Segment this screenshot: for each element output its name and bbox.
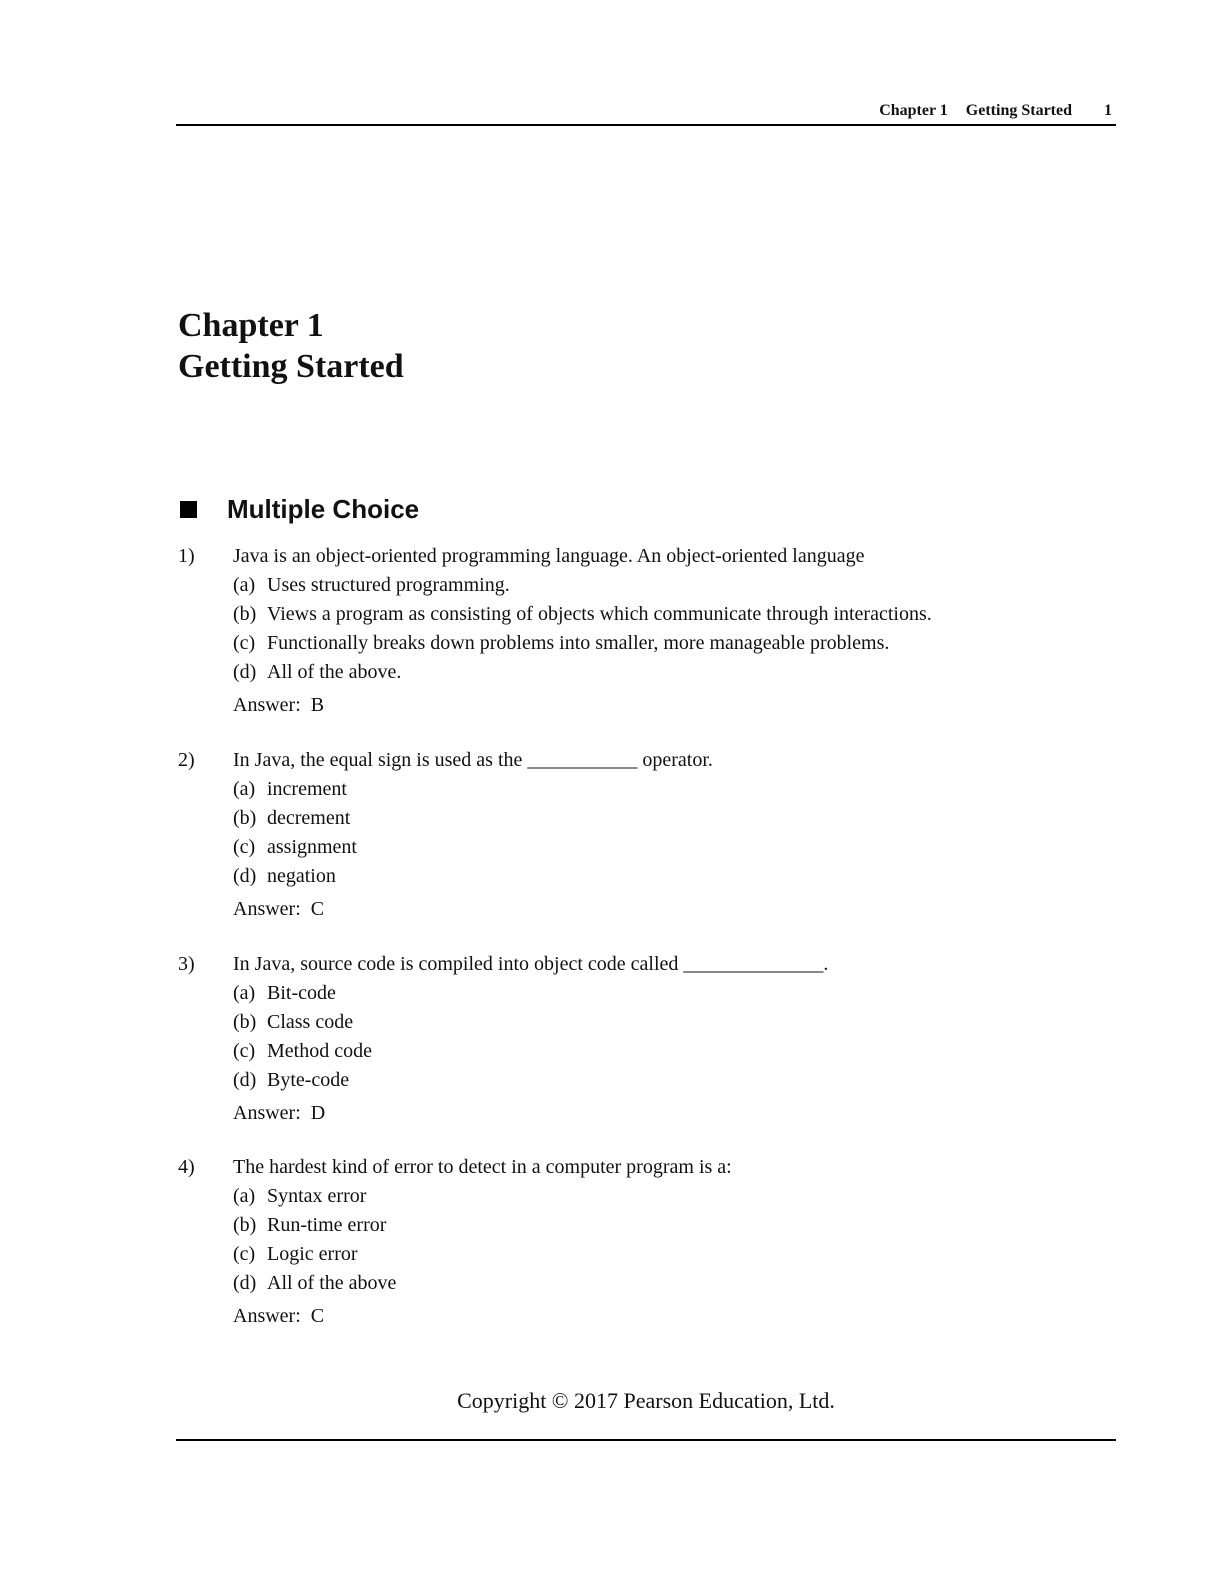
answer: Answer: D: [233, 1102, 326, 1124]
option-b: [233, 600, 1078, 629]
answer: Answer: C: [233, 898, 325, 920]
option-letter: (c): [233, 1040, 256, 1062]
section-title: Multiple Choice: [227, 493, 420, 524]
page-number: 1: [1104, 102, 1112, 119]
option-a: [233, 979, 1078, 1008]
option-letter: (c): [233, 632, 256, 654]
answer: Answer: C: [233, 1305, 325, 1327]
question-text: In Java, source code is compiled into object code called ______________.: [233, 953, 829, 975]
question-line: [178, 950, 1078, 979]
option-text: All of the above: [267, 1272, 397, 1294]
option-c: [233, 629, 1078, 658]
question-number: 4): [178, 1156, 195, 1178]
option-b: [233, 1211, 1078, 1240]
option-text: All of the above.: [267, 661, 402, 683]
option-letter: (b): [233, 1011, 257, 1033]
option-b: [233, 804, 1078, 833]
option-text: Class code: [267, 1011, 354, 1033]
question-number: 3): [178, 953, 195, 975]
answer: Answer: B: [233, 694, 325, 716]
option-a: [233, 571, 1078, 600]
chapter-number: Chapter 1: [178, 307, 324, 344]
option-d: [233, 1066, 1078, 1095]
question-text: The hardest kind of error to detect in a computer program is a:: [233, 1156, 732, 1178]
chapter-heading: [178, 305, 404, 387]
question-2: [178, 746, 1078, 924]
option-text: increment: [267, 778, 347, 800]
question-number: 1): [178, 545, 195, 567]
running-header: [176, 100, 1116, 126]
option-letter: (d): [233, 1069, 257, 1091]
running-header-text: [879, 102, 1116, 120]
option-text: assignment: [267, 836, 357, 858]
running-header-title: Getting Started: [965, 102, 1072, 119]
option-c: [233, 833, 1078, 862]
option-letter: (b): [233, 807, 257, 829]
section-heading: [180, 493, 419, 525]
option-b: [233, 1008, 1078, 1037]
option-text: Bit-code: [267, 982, 336, 1004]
option-text: Logic error: [267, 1243, 358, 1265]
option-text: Method code: [267, 1040, 372, 1062]
question-text: Java is an object-oriented programming language. An object-oriented language: [233, 545, 865, 567]
option-text: negation: [267, 865, 336, 887]
option-letter: (a): [233, 574, 256, 596]
option-a: [233, 775, 1078, 804]
option-c: [233, 1037, 1078, 1066]
option-c: [233, 1240, 1078, 1269]
option-letter: (a): [233, 778, 256, 800]
square-bullet-icon: [180, 501, 197, 518]
option-text: Run-time error: [267, 1214, 387, 1236]
option-letter: (a): [233, 1185, 256, 1207]
option-text: Views a program as consisting of objects which communicate through interactions.: [267, 603, 932, 625]
option-letter: (c): [233, 1243, 256, 1265]
question-number: 2): [178, 749, 195, 771]
question-4: [178, 1153, 1078, 1331]
option-letter: (d): [233, 661, 257, 683]
option-d: [233, 1269, 1078, 1298]
footer-divider: [176, 1439, 1116, 1441]
question-text: In Java, the equal sign is used as the ___________ operator.: [233, 749, 713, 771]
question-3: [178, 950, 1078, 1128]
option-letter: (d): [233, 865, 257, 887]
option-letter: (d): [233, 1272, 257, 1294]
option-letter: (a): [233, 982, 256, 1004]
option-a: [233, 1182, 1078, 1211]
option-text: Uses structured programming.: [267, 574, 510, 596]
option-letter: (b): [233, 603, 257, 625]
copyright-notice: Copyright © 2017 Pearson Education, Ltd.: [457, 1388, 835, 1413]
question-1: [178, 542, 1078, 720]
option-text: decrement: [267, 807, 351, 829]
running-header-chapter: Chapter 1: [879, 102, 948, 119]
chapter-title: Getting Started: [178, 348, 404, 385]
question-line: [178, 746, 1078, 775]
option-text: Syntax error: [267, 1185, 367, 1207]
question-line: [178, 542, 1078, 571]
option-d: [233, 862, 1078, 891]
option-letter: (b): [233, 1214, 257, 1236]
option-d: [233, 658, 1078, 687]
option-text: Functionally breaks down problems into smaller, more manageable problems.: [267, 632, 890, 654]
option-text: Byte-code: [267, 1069, 350, 1091]
question-line: [178, 1153, 1078, 1182]
option-letter: (c): [233, 836, 256, 858]
